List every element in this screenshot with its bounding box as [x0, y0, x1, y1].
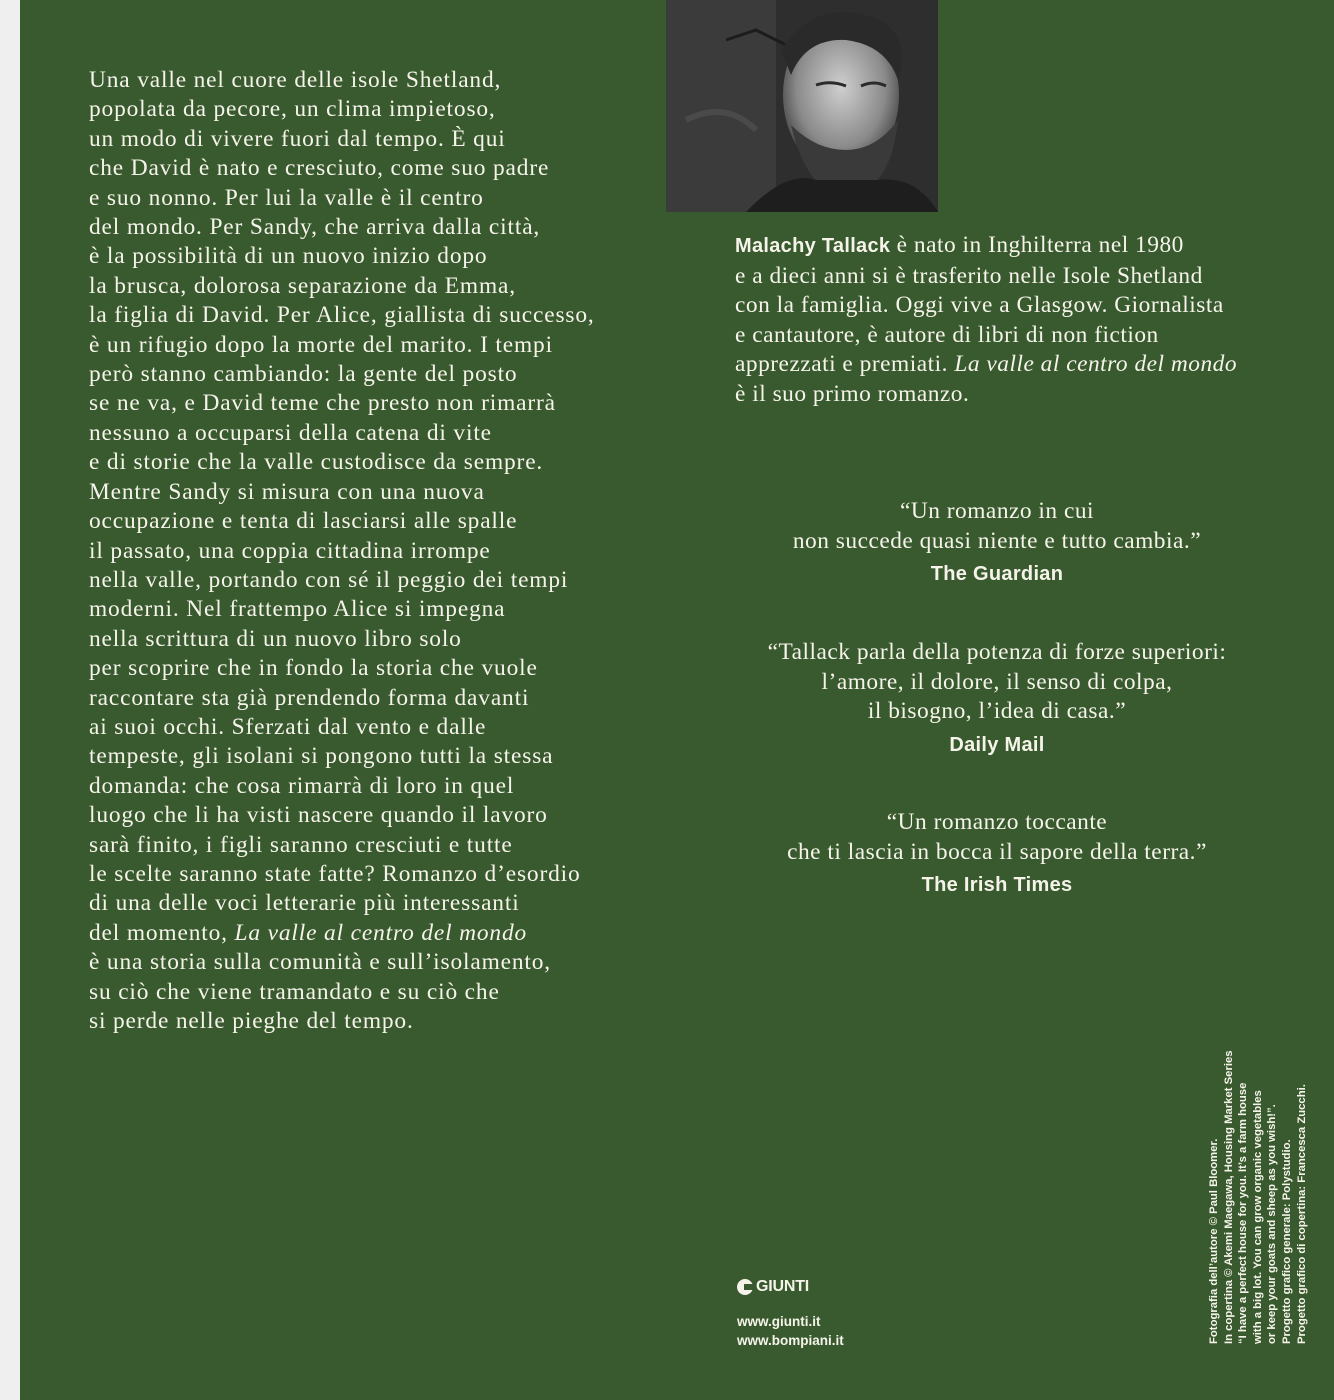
- synopsis-line: luogo che li ha visti nascere quando il lavoro: [89, 802, 548, 829]
- synopsis-line: la figlia di David. Per Alice, giallista di successo,: [89, 302, 595, 329]
- synopsis-line: si perde nelle pieghe del tempo.: [89, 1008, 414, 1034]
- synopsis-line: popolata da pecore, un clima impietoso,: [89, 96, 496, 123]
- quote-line: “Un romanzo in cui: [899, 498, 1095, 524]
- credit-line: Progetto grafico generale: Polystudio.: [1280, 1139, 1293, 1344]
- url-bompiani: www.bompiani.it: [737, 1333, 844, 1348]
- synopsis-line: moderni. Nel frattempo Alice si impegna: [89, 596, 506, 623]
- synopsis-line: nella scrittura di un nuovo libro solo: [89, 625, 462, 652]
- giunti-g-icon: [737, 1279, 753, 1295]
- synopsis-line: se ne va, e David teme che presto non rimarrà: [89, 390, 556, 417]
- page-edge-strip: [0, 0, 20, 1400]
- credit-line: Progetto grafico di copertina: Francesca Zucchi.: [1295, 1084, 1308, 1344]
- synopsis-line: del mondo. Per Sandy, che arriva dalla città,: [89, 214, 541, 241]
- credit-line: In copertina © Akemi Maegawa, Housing Market Series: [1222, 1050, 1235, 1344]
- review-quote-irish-times: [700, 808, 1294, 897]
- synopsis-line: un modo di vivere fuori dal tempo. È qui: [89, 125, 506, 152]
- synopsis-line: Una valle nel cuore delle isole Shetland,: [89, 67, 502, 93]
- review-quote-guardian: [700, 497, 1294, 586]
- review-quote-daily-mail: [700, 638, 1294, 757]
- giunti-logo: [737, 1276, 844, 1298]
- synopsis-line: la brusca, dolorosa separazione da Emma,: [89, 272, 516, 299]
- quote-source: The Irish Times: [921, 874, 1073, 897]
- author-name: Malachy Tallack: [735, 235, 891, 257]
- author-portrait-image: [666, 0, 938, 212]
- synopsis-line: nessuno a occuparsi della catena di vite: [89, 419, 492, 446]
- synopsis-line: è un rifugio dopo la morte del marito. I tempi: [89, 331, 553, 358]
- quote-source: Daily Mail: [949, 733, 1045, 756]
- quote-source: The Guardian: [930, 563, 1064, 586]
- synopsis-line: le scelte saranno state fatte? Romanzo d’esordio: [89, 860, 581, 887]
- synopsis-line: domanda: che cosa rimarrà di loro in quel: [89, 772, 515, 799]
- bio-line: con la famiglia. Oggi vive a Glasgow. Giornalista: [735, 292, 1224, 319]
- credit-line: with a big lot. You can grow organic vegetables: [1251, 1090, 1264, 1344]
- quote-text: [700, 808, 1294, 867]
- synopsis-line: [89, 919, 649, 948]
- synopsis-line: raccontare sta già prendendo forma davanti: [89, 684, 530, 711]
- synopsis-line: sarà finito, i figli saranno cresciuti e tutte: [89, 831, 513, 858]
- synopsis-line: ai suoi occhi. Sferzati dal vento e dalle: [89, 713, 487, 740]
- synopsis-line-prefix: del momento,: [89, 919, 235, 946]
- synopsis-line: tempeste, gli isolani si pongono tutti la stessa: [89, 743, 554, 770]
- quote-line: il bisogno, l’idea di casa.”: [867, 698, 1127, 725]
- url-giunti: www.giunti.it: [737, 1314, 821, 1329]
- book-title-italic: La valle al centro del mondo: [234, 919, 528, 946]
- bio-line-prefix: apprezzati e premiati.: [735, 351, 955, 378]
- quote-line: l’amore, il dolore, il senso di colpa,: [821, 668, 1173, 695]
- bio-line: e a dieci anni si è trasferito nelle Isole Shetland: [735, 262, 1203, 289]
- synopsis-line: nella valle, portando con sé il peggio dei tempi: [89, 566, 569, 593]
- synopsis-line: Mentre Sandy si misura con una nuova: [89, 478, 485, 505]
- publisher-block: [737, 1276, 844, 1350]
- synopsis-line: che David è nato e cresciuto, come suo padre: [89, 155, 550, 182]
- book-title-italic: La valle al centro del mondo: [954, 351, 1238, 378]
- synopsis-line: occupazione e tenta di lasciarsi alle spalle: [89, 508, 518, 535]
- quote-line: che ti lascia in bocca il sapore della terra.”: [787, 838, 1207, 865]
- credit-line: Fotografia dell’autore © Paul Bloomer.: [1208, 1138, 1220, 1344]
- synopsis-line: e suo nonno. Per lui la valle è il centro: [89, 184, 484, 211]
- bio-line: [735, 350, 1295, 380]
- quote-line: non succede quasi niente e tutto cambia.”: [792, 527, 1202, 554]
- publisher-urls: [737, 1312, 844, 1350]
- quote-text: [700, 497, 1294, 556]
- quote-line: “Un romanzo toccante: [886, 809, 1108, 835]
- synopsis-line: è una storia sulla comunità e sull’isolamento,: [89, 949, 551, 976]
- credit-line: or keep your goats and sheep as you wish!”.: [1266, 1104, 1279, 1344]
- credits-vertical: [1207, 1044, 1309, 1344]
- bio-line: e cantautore, è autore di libri di non fiction: [735, 321, 1159, 348]
- synopsis-line: è la possibilità di un nuovo inizio dopo: [89, 243, 488, 270]
- synopsis-line: il passato, una coppia cittadina irrompe: [89, 537, 491, 564]
- synopsis-line: però stanno cambiando: la gente del posto: [89, 361, 518, 388]
- giunti-logo-text: GIUNTI: [756, 1278, 810, 1295]
- synopsis-line: per scoprire che in fondo la storia che vuole: [89, 655, 538, 682]
- author-photo: [666, 0, 938, 212]
- synopsis-line: su ciò che viene tramandato e su ciò che: [89, 978, 500, 1005]
- synopsis-text: [89, 66, 649, 1036]
- bio-line: è il suo primo romanzo.: [735, 380, 970, 407]
- bio-line: [735, 231, 1295, 262]
- credit-line: “I have a perfect house for you. It’s a farm house: [1237, 1082, 1250, 1344]
- quote-text: [700, 638, 1294, 727]
- bio-line-rest: è nato in Inghilterra nel 1980: [890, 232, 1184, 258]
- synopsis-line: di una delle voci letterarie più interessanti: [89, 890, 520, 917]
- synopsis-line: e di storie che la valle custodisce da sempre.: [89, 449, 544, 476]
- quote-line: “Tallack parla della potenza di forze superiori:: [767, 639, 1227, 665]
- author-bio: [735, 231, 1295, 410]
